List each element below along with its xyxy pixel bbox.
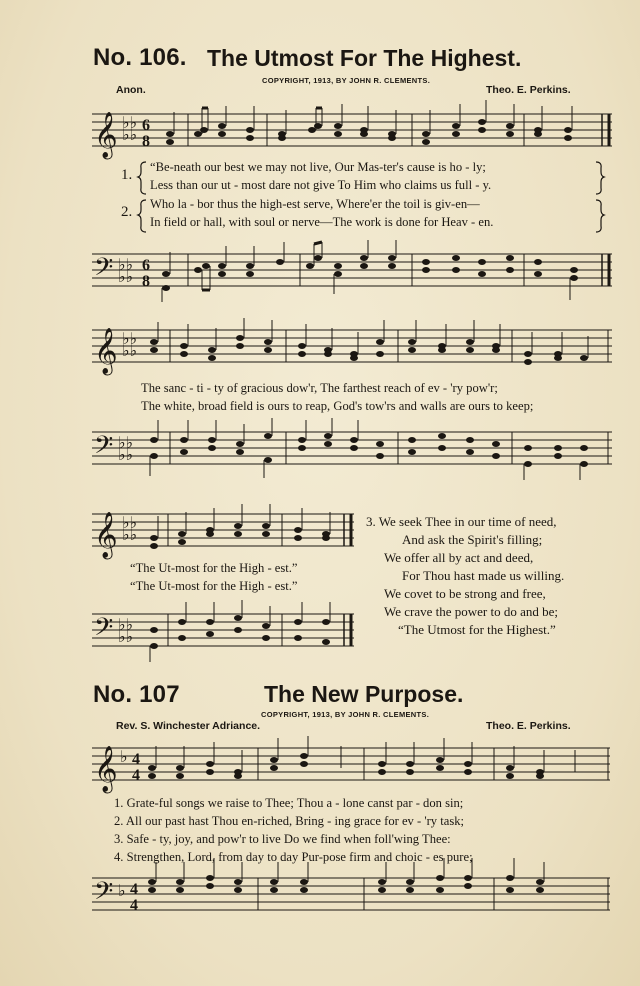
hymn-106-copyright: COPYRIGHT, 1913, BY JOHN R. CLEMENTS. <box>262 76 431 85</box>
svg-text:6: 6 <box>142 117 150 134</box>
stanza-3-line-2: And ask the Spirit's filling; <box>402 532 543 547</box>
hymn-106-title: The Utmost For The Highest. <box>207 45 522 71</box>
svg-text:𝄞: 𝄞 <box>94 746 118 792</box>
staff-106-system3-treble <box>92 504 356 564</box>
svg-text:4: 4 <box>132 751 140 768</box>
svg-text:♭♭: ♭♭ <box>118 447 134 464</box>
hymn-107-number: No. 107 <box>93 681 180 708</box>
lyric-106-line1-v2b: In field or hall, with soul or nerve—The work is done for Heav - en. <box>150 215 494 229</box>
svg-text:♭♭: ♭♭ <box>118 257 134 274</box>
lyric-106-line1-v1a: “Be-neath our best we may not live, Our Mas-ter's cause is ho - ly; <box>150 160 486 174</box>
svg-text:♭♭: ♭♭ <box>118 629 134 646</box>
hymn-106-number: No. 106. <box>93 44 187 71</box>
svg-text:𝄢: 𝄢 <box>94 253 114 288</box>
verse-brace-marks <box>138 158 608 238</box>
svg-text:4: 4 <box>130 897 138 914</box>
staff-106-system2-treble <box>92 320 612 380</box>
svg-text:𝄞: 𝄞 <box>94 112 118 158</box>
hymn-106-music-credit: Theo. E. Perkins. <box>486 84 571 96</box>
stanza-3-line-6: We crave the power to do and be; <box>384 604 559 619</box>
staff-106-system1-bass <box>92 240 612 310</box>
hymn-107-title: The New Purpose. <box>264 681 464 707</box>
verse-1-number: 1. <box>121 167 133 183</box>
staff-106-system3-bass <box>92 600 356 664</box>
svg-text:8: 8 <box>142 133 150 150</box>
lyric-106-line3b: “The Ut-most for the High - est.” <box>130 579 298 593</box>
svg-text:𝄞: 𝄞 <box>94 328 118 374</box>
hymn-107-copyright: COPYRIGHT, 1913, BY JOHN R. CLEMENTS. <box>261 710 430 719</box>
staff-106-system2-bass <box>92 418 612 478</box>
lyric-106-line1-v1b: Less than our ut - most dare not give To Him who claims us full - y. <box>150 178 492 192</box>
stanza-3-line-4: For Thou hast made us willing. <box>402 568 565 583</box>
hymn-107-words-credit: Rev. S. Winchester Adriance. <box>116 720 261 732</box>
lyric-107-verse3: 3. Safe - ty, joy, and pow'r to live Do we find when foll'wing Thee: <box>114 832 451 846</box>
svg-text:♭♭: ♭♭ <box>122 331 138 348</box>
lyric-107-verse2: 2. All our past hast Thou en-riched, Bring - ing grace for ev - 'ry task; <box>114 814 465 828</box>
svg-text:4: 4 <box>130 881 138 898</box>
svg-text:♭: ♭ <box>120 749 128 766</box>
svg-text:♭♭: ♭♭ <box>122 343 138 360</box>
verse-2-number: 2. <box>121 204 133 220</box>
stanza-3-line-7: “The Utmost for the Highest.” <box>398 622 556 637</box>
svg-text:♭♭: ♭♭ <box>122 115 138 132</box>
svg-text:8: 8 <box>142 273 150 290</box>
lyric-106-line2b: The white, broad field is ours to reap, God's tow'rs and walls are ours to keep; <box>141 399 534 413</box>
svg-text:♭♭: ♭♭ <box>122 127 138 144</box>
svg-text:𝄢: 𝄢 <box>94 613 114 648</box>
svg-text:6: 6 <box>142 257 150 274</box>
hymn-106-words-credit: Anon. <box>116 84 146 96</box>
svg-text:♭♭: ♭♭ <box>118 435 134 452</box>
svg-text:𝄢: 𝄢 <box>94 877 114 912</box>
lyric-107-verse1: 1. Grate-ful songs we raise to Thee; Thou a - lone canst par - don sin; <box>114 796 464 810</box>
stanza-3-line-3: We offer all by act and deed, <box>384 550 534 565</box>
hymn-107-music-credit: Theo. E. Perkins. <box>486 720 571 732</box>
svg-text:♭♭: ♭♭ <box>118 617 134 634</box>
svg-text:♭♭: ♭♭ <box>122 515 138 532</box>
svg-text:♭♭: ♭♭ <box>122 527 138 544</box>
svg-text:4: 4 <box>132 767 140 784</box>
lyric-106-line2a: The sanc - ti - ty of gracious dow'r, The farthest reach of ev - 'ry pow'r; <box>141 381 498 395</box>
staff-107-bass <box>92 868 612 934</box>
staff-107-treble <box>92 740 612 796</box>
stanza-3-line-5: We covet to be strong and free, <box>384 586 546 601</box>
lyric-106-line1-v2a: Who la - bor thus the high-est serve, Where'er the toil is giv-en— <box>150 197 480 211</box>
svg-text:𝄢: 𝄢 <box>94 431 114 466</box>
svg-text:𝄞: 𝄞 <box>94 512 118 558</box>
lyric-106-line3a: “The Ut-most for the High - est.” <box>130 561 298 575</box>
svg-text:♭: ♭ <box>118 883 126 900</box>
lyric-107-verse4: 4. Strengthen, Lord, from day to day Pur-pose firm and choic - es pure; <box>114 850 473 864</box>
svg-text:♭♭: ♭♭ <box>118 269 134 286</box>
stanza-3-line-1: 3. We seek Thee in our time of need, <box>366 514 557 529</box>
